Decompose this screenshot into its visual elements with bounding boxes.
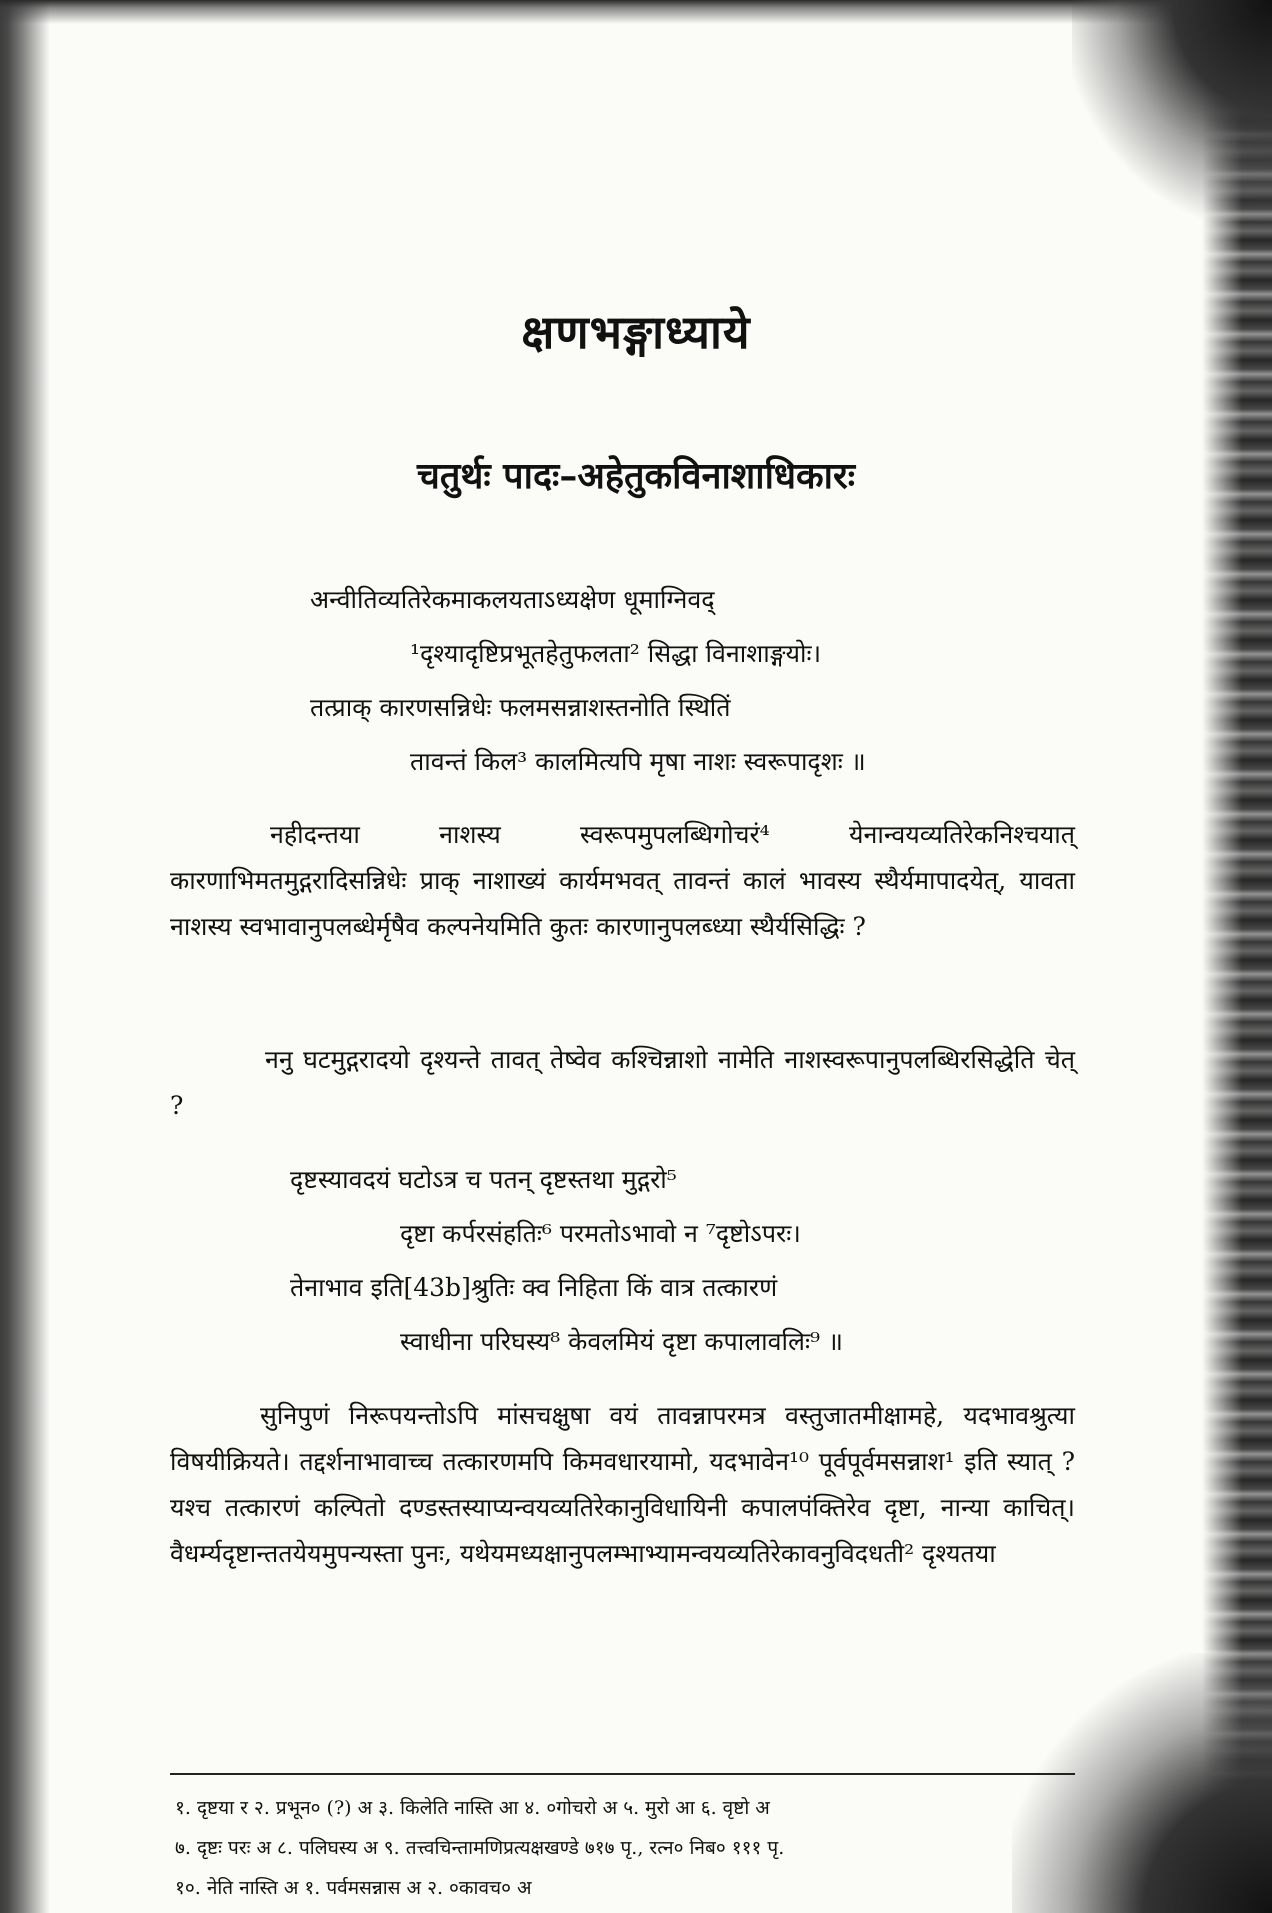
scan-damage-top-right [1072, 0, 1272, 220]
verse1-line2: ¹दृश्यादृष्टिप्रभूतहेतुफलता² सिद्धा विनाशाङ्गयोः। [410, 639, 822, 668]
paragraph-1: नहीदन्तया नाशस्य स्वरूपमुपलब्धिगोचरं⁴ येनान्वयव्यतिरेकनिश्चयात् कारणाभिमतमुद्गरादिसन्निधेः प्राक् नाशाख्यं कार्यमभवत् तावन्तं कालं भावस्य स्थैर्यमापादयेत्, यावता नाशस्य स्वभावानुपलब्धेर्मृषैव कल्पनेयमिति कुतः कारणानुपलब्ध्या स्थैर्यसिद्धिः ? [170, 820, 1075, 941]
footnote-rule [170, 1773, 1075, 1775]
footnote-line: १०. नेति नास्ति अ १. पर्वमसन्नास अ २. ०कावच० अ [175, 1877, 532, 1899]
verse1-line3: तत्प्राक् कारणसन्निधेः फलमसन्नाशस्तनोति स्थितिं [310, 693, 731, 722]
chapter-title: क्षणभङ्गाध्याये [521, 305, 751, 359]
verse1-line4: तावन्तं किल³ कालमित्यपि मृषा नाशः स्वरूपादृशः ॥ [410, 747, 866, 776]
verse2-line4: स्वाधीना परिघस्य⁸ केवलमियं दृष्टा कपालावलिः⁹ ॥ [400, 1327, 843, 1356]
verse2-line1: दृष्टस्यावदयं घटोऽत्र च पतन् दृष्टस्तथा मुद्गरो⁵ [290, 1165, 677, 1194]
section-subtitle: चतुर्थः पादः–अहेतुकविनाशाधिकारः [416, 455, 856, 497]
scan-shadow-right [1202, 0, 1272, 1913]
scan-shadow-left [0, 0, 50, 1913]
footnote-line: १. दृष्टया र २. प्रभून० (?) अ ३. किलेति नास्ति आ ४. ०गोचरो अ ५. मुरो आ ६. वृष्टो अ [175, 1797, 770, 1819]
verse1-line1: अन्वीतिव्यतिरेकमाकलयताऽध्यक्षेण धूमाग्निवद् [310, 585, 715, 614]
verse2-line3: तेनाभाव इति[43b]श्रुतिः क्व निहिता किं वात्र तत्कारणं [290, 1273, 778, 1302]
footnotes [175, 1788, 1075, 1908]
verse2-line2: दृष्टा कर्परसंहतिः⁶ परमतोऽभावो न ⁷दृष्टोऽपरः। [400, 1219, 801, 1248]
footnote-line: ७. दृष्टः परः अ ८. पलिघस्य अ ९. तत्त्वचिन्तामणिप्रत्यक्षखण्डे ७१७ पृ., रत्न० निब० १११ पृ. [175, 1837, 785, 1859]
paragraph-3: सुनिपुणं निरूपयन्तोऽपि मांसचक्षुषा वयं तावन्नापरमत्र वस्तुजातमीक्षामहे, यदभावश्रुत्या विषयीक्रियते। तद्दर्शनाभावाच्च तत्कारणमपि किमवधारयामो, यदभावेन¹⁰ पूर्वपूर्वमसन्नाश¹ इति स्यात् ? यश्च तत्कारणं कल्पितो दण्डस्तस्याप्यन्वयव्यतिरेकानुविधायिनी कपालपंक्तिरेव दृष्टा, नान्या काचित्। वैधर्म्यदृष्टान्ततयेयमुपन्यस्ता पुनः, यथेयमध्यक्षानुपलम्भाभ्यामन्वयव्यतिरेकावनुविदधती² दृश्यतया [170, 1401, 1075, 1568]
paragraph-2: ननु घटमुद्गरादयो दृश्यन्ते तावत् तेष्वेव कश्चिन्नाशो नामेति नाशस्वरूपानुपलब्धिरसिद्धेति चेत् ? [170, 1045, 1075, 1120]
